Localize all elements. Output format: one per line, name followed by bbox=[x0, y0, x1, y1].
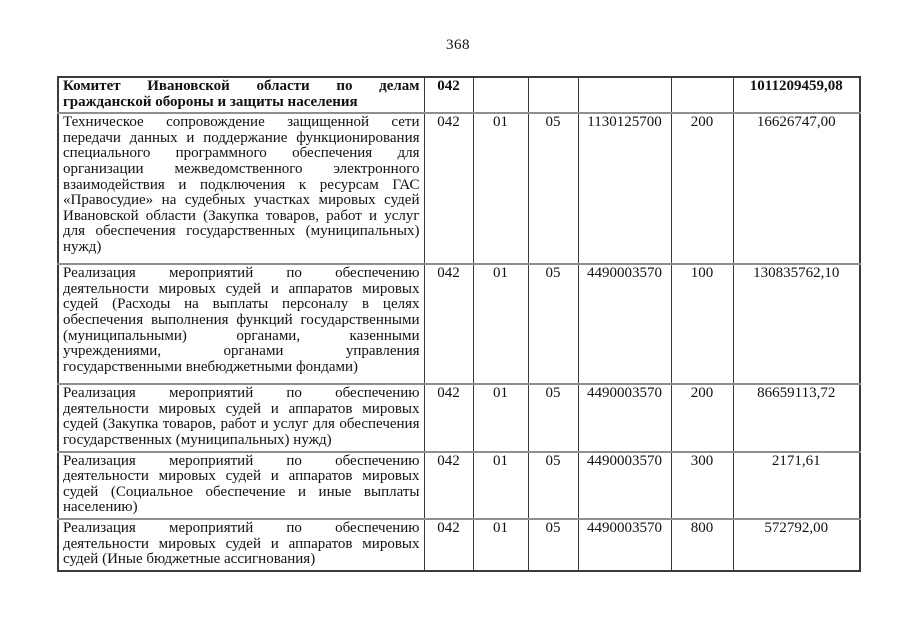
grbs-code-cell: 042 bbox=[424, 452, 473, 519]
row-description-cell: Техническое сопровождение защищенной сети передачи данных и поддержание функционирования специального программного обеспечения для организации межведомственного электронного взаимодействия и подключения к ресурсам ГАС «Правосудие» на судебных участках мировых судей Ивановской области (Закупка товаров, работ и услуг для обеспечения государственных (муниципальных) нужд) bbox=[58, 113, 424, 264]
expense-type-cell: 100 bbox=[671, 264, 733, 384]
expense-type-cell: 800 bbox=[671, 519, 733, 571]
subsection-cell: 05 bbox=[528, 452, 578, 519]
row-description-cell: Реализация мероприятий по обеспечению деятельности мировых судей и аппаратов мировых судей (Закупка товаров, работ и услуг для обеспечения государственных (муниципальных) нужд) bbox=[58, 384, 424, 451]
section-cell: 01 bbox=[473, 264, 528, 384]
row-description-cell: Реализация мероприятий по обеспечению деятельности мировых судей и аппаратов мировых судей (Социальное обеспечение и иные выплаты населению) bbox=[58, 452, 424, 519]
amount-cell: 572792,00 bbox=[733, 519, 860, 571]
subsection-cell: 05 bbox=[528, 113, 578, 264]
target-article-cell: 1130125700 bbox=[578, 113, 671, 264]
amount-cell: 16626747,00 bbox=[733, 113, 860, 264]
table-row bbox=[58, 519, 860, 571]
grbs-code-cell: 042 bbox=[424, 519, 473, 571]
table-row bbox=[58, 452, 860, 519]
expense-type-cell: 300 bbox=[671, 452, 733, 519]
grbs-code-cell: 042 bbox=[424, 264, 473, 384]
table-row bbox=[58, 77, 860, 113]
table-row bbox=[58, 113, 860, 264]
grbs-code-cell: 042 bbox=[424, 384, 473, 451]
grbs-code-cell: 042 bbox=[424, 113, 473, 264]
budget-table bbox=[57, 76, 861, 572]
subsection-cell: 05 bbox=[528, 264, 578, 384]
amount-cell: 2171,61 bbox=[733, 452, 860, 519]
subsection-cell bbox=[528, 77, 578, 113]
target-article-cell bbox=[578, 77, 671, 113]
target-article-cell: 4490003570 bbox=[578, 519, 671, 571]
target-article-cell: 4490003570 bbox=[578, 384, 671, 451]
expense-type-cell: 200 bbox=[671, 113, 733, 264]
subsection-cell: 05 bbox=[528, 384, 578, 451]
target-article-cell: 4490003570 bbox=[578, 452, 671, 519]
target-article-cell: 4490003570 bbox=[578, 264, 671, 384]
amount-cell: 130835762,10 bbox=[733, 264, 860, 384]
subsection-cell: 05 bbox=[528, 519, 578, 571]
grbs-code-cell: 042 bbox=[424, 77, 473, 113]
page-number: 368 bbox=[446, 37, 470, 53]
section-cell: 01 bbox=[473, 384, 528, 451]
table-row bbox=[58, 264, 860, 384]
row-description-cell: Комитет Ивановской области по делам гражданской обороны и защиты населения bbox=[58, 77, 424, 113]
section-cell: 01 bbox=[473, 519, 528, 571]
amount-cell: 1011209459,08 bbox=[733, 77, 860, 113]
table-row bbox=[58, 384, 860, 451]
amount-cell: 86659113,72 bbox=[733, 384, 860, 451]
section-cell bbox=[473, 77, 528, 113]
expense-type-cell: 200 bbox=[671, 384, 733, 451]
row-description-cell: Реализация мероприятий по обеспечению деятельности мировых судей и аппаратов мировых судей (Расходы на выплаты персоналу в целях обеспечения выполнения функций государственными (муниципальными) органами, казенными учреждениями, органами управления государственными внебюджетными фондами) bbox=[58, 264, 424, 384]
row-description-cell: Реализация мероприятий по обеспечению деятельности мировых судей и аппаратов мировых судей (Иные бюджетные ассигнования) bbox=[58, 519, 424, 571]
expense-type-cell bbox=[671, 77, 733, 113]
section-cell: 01 bbox=[473, 113, 528, 264]
section-cell: 01 bbox=[473, 452, 528, 519]
